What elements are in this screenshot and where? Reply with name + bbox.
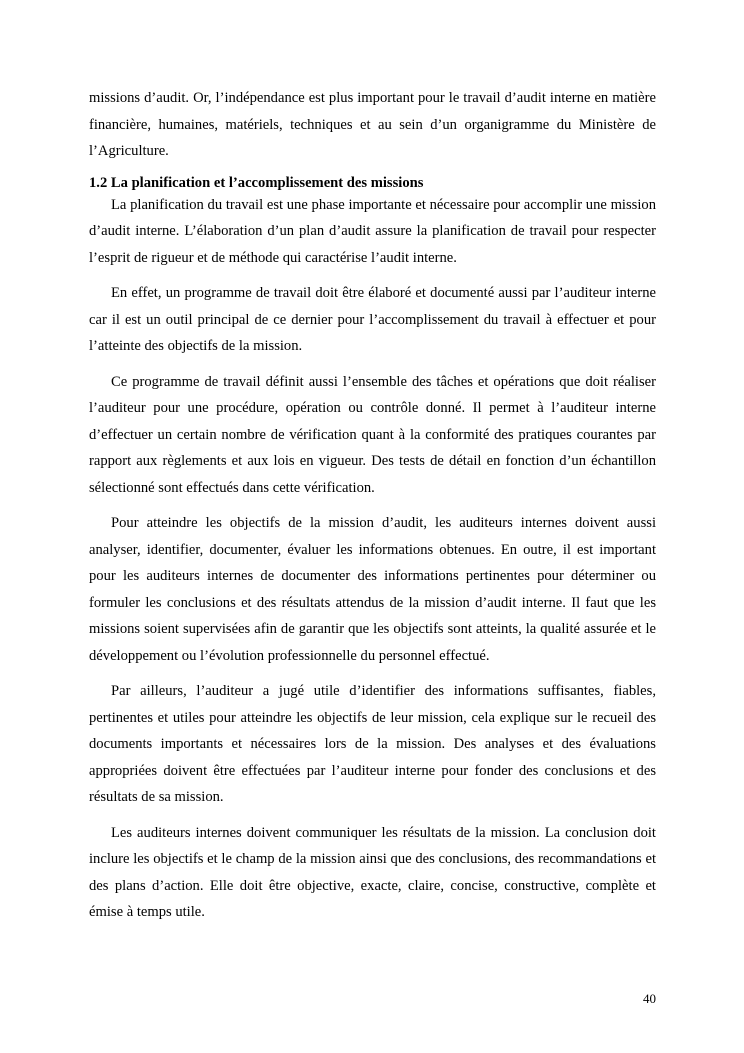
paragraph-objectifs-mission: Pour atteindre les objectifs de la mission d’audit, les auditeurs internes doivent aussi analyser, identifier, documenter, évaluer les informations obtenues. En outre, il est important pour les auditeurs internes de documenter des informations pertinentes pour déterminer ou formuler les conclusions et des résultats attendus de la mission d’audit interne. Il faut que les missions soient supervisées afin de garantir que les objectifs sont atteints, la qualité assurée et le développement ou l’évolution professionnelle du personnel effectué. [89, 515, 656, 664]
section-heading: 1.2 La planification et l’accomplissement des missions [89, 174, 424, 191]
paragraph-informations-suffisantes: Par ailleurs, l’auditeur a jugé utile d’identifier des informations suffisantes, fiables, pertinentes et utiles pour atteindre les objectifs de leur mission, cela explique sur le recueil des documents importants et nécessaires lors de la mission. Des analyses et des évaluations appropriées doivent être effectuées par l’auditeur interne pour fonder des conclusions et des résultats de sa mission. [89, 683, 656, 805]
paragraph-communication-resultats: Les auditeurs internes doivent communiquer les résultats de la mission. La conclusion doit inclure les objectifs et le champ de la mission ainsi que des conclusions, des recommandations et des plans d’action. Elle doit être objective, exacte, claire, concise, constructive, complète et émise à temps utile. [89, 824, 656, 920]
paragraph-planification: La planification du travail est une phase importante et nécessaire pour accomplir une mission d’audit interne. L’élaboration d’un plan d’audit assure la planification de travail pour respecter l’esprit de rigueur et de méthode qui caractérise l’audit interne. [89, 196, 656, 266]
paragraph-taches-operations: Ce programme de travail définit aussi l’ensemble des tâches et opérations que doit réaliser l’auditeur pour une procédure, opération ou contrôle donné. Il permet à l’auditeur interne d’effectuer un certain nombre de vérification quant à la conformité des pratiques courantes par rapport aux règlements et aux lois en vigueur. Des tests de détail en fonction d’un échantillon sélectionné sont effectués dans cette vérification. [89, 373, 656, 496]
paragraph-programme-travail: En effet, un programme de travail doit être élaboré et documenté aussi par l’auditeur interne car il est un outil principal de ce dernier pour l’accomplissement du travail à effectuer et pour l’atteinte des objectifs de la mission. [89, 285, 656, 354]
document-page [89, 85, 656, 926]
page-number: 40 [643, 991, 656, 1006]
intro-paragraph: missions d’audit. Or, l’indépendance est plus important pour le travail d’audit interne en matière financière, humaines, matériels, techniques et au sein d’un organigramme du Ministère de l’Agriculture. [89, 90, 656, 159]
